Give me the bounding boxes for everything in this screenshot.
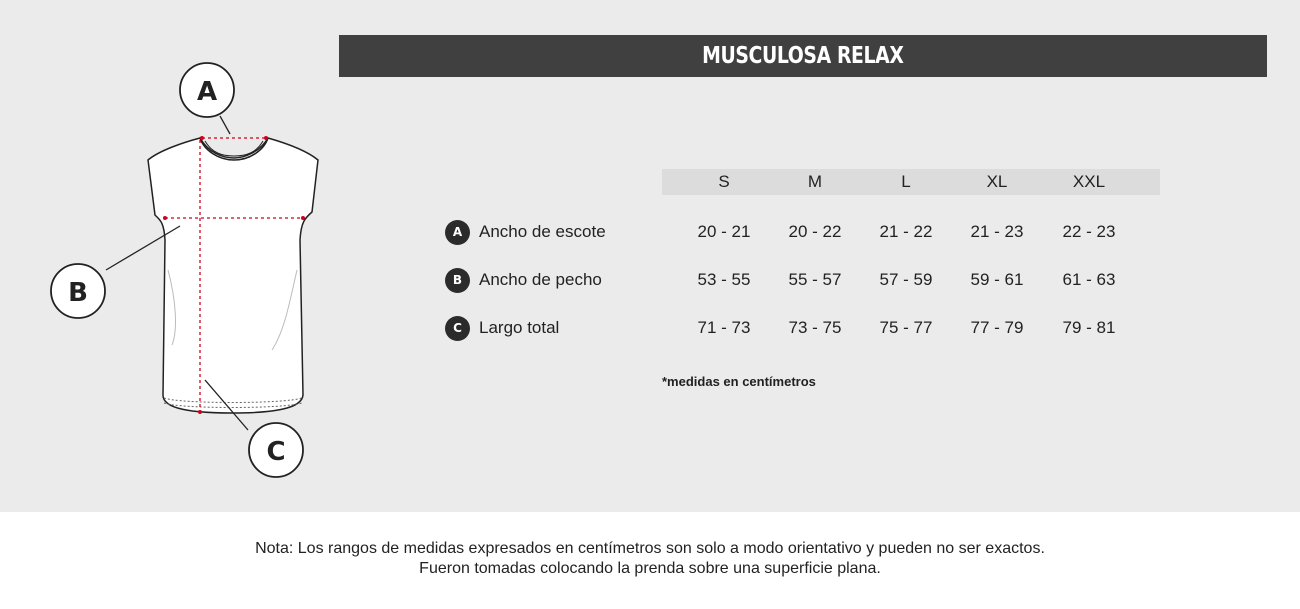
row-label-text: Ancho de escote (479, 222, 606, 241)
svg-text:B: B (68, 278, 88, 308)
table-cell: 21 - 22 (879, 222, 933, 241)
table-cell: 77 - 79 (970, 318, 1024, 337)
table-cell: 20 - 22 (788, 222, 842, 241)
tank-top-icon (148, 138, 318, 413)
size-header-s: S (718, 172, 730, 191)
title-bar (339, 35, 1267, 77)
callout-c (249, 423, 303, 477)
badge-c: C (445, 316, 470, 341)
table-cell: 71 - 73 (697, 318, 751, 337)
svg-text:C: C (266, 437, 286, 467)
page-title: MUSCULOSA RELAX (702, 43, 904, 69)
row-label-chest-width (445, 267, 602, 293)
note-line-1: Nota: Los rangos de medidas expresados en centímetros son solo a modo orientativo y pueden no ser exactos. (255, 540, 1045, 557)
units-footnote: *medidas en centímetros (662, 374, 816, 389)
callout-a (180, 63, 234, 117)
size-header-l: L (901, 172, 911, 191)
table-cell: 22 - 23 (1062, 222, 1116, 241)
table-cell: 21 - 23 (970, 222, 1024, 241)
table-cell: 57 - 59 (879, 270, 933, 289)
table-cell: 75 - 77 (879, 318, 933, 337)
garment-diagram (0, 0, 340, 500)
badge-b: B (445, 268, 470, 293)
size-header-xxl: XXL (1072, 172, 1106, 191)
disclaimer-note (0, 539, 1300, 579)
row-label-total-length (445, 315, 559, 341)
svg-text:A: A (196, 77, 218, 107)
table-cell: 59 - 61 (970, 270, 1024, 289)
table-cell: 53 - 55 (697, 270, 751, 289)
size-header-m: M (807, 172, 823, 191)
badge-a: A (445, 220, 470, 245)
table-cell: 61 - 63 (1062, 270, 1116, 289)
row-label-text: Largo total (479, 318, 560, 337)
note-line-2: Fueron tomadas colocando la prenda sobre una superficie plana. (419, 560, 881, 577)
callout-b (51, 264, 105, 318)
table-cell: 55 - 57 (788, 270, 842, 289)
row-label-text: Ancho de pecho (479, 270, 602, 289)
row-label-neck-width (445, 219, 606, 245)
table-cell: 20 - 21 (697, 222, 751, 241)
table-cell: 73 - 75 (788, 318, 842, 337)
table-cell: 79 - 81 (1062, 318, 1116, 337)
size-header-xl: XL (986, 172, 1008, 191)
